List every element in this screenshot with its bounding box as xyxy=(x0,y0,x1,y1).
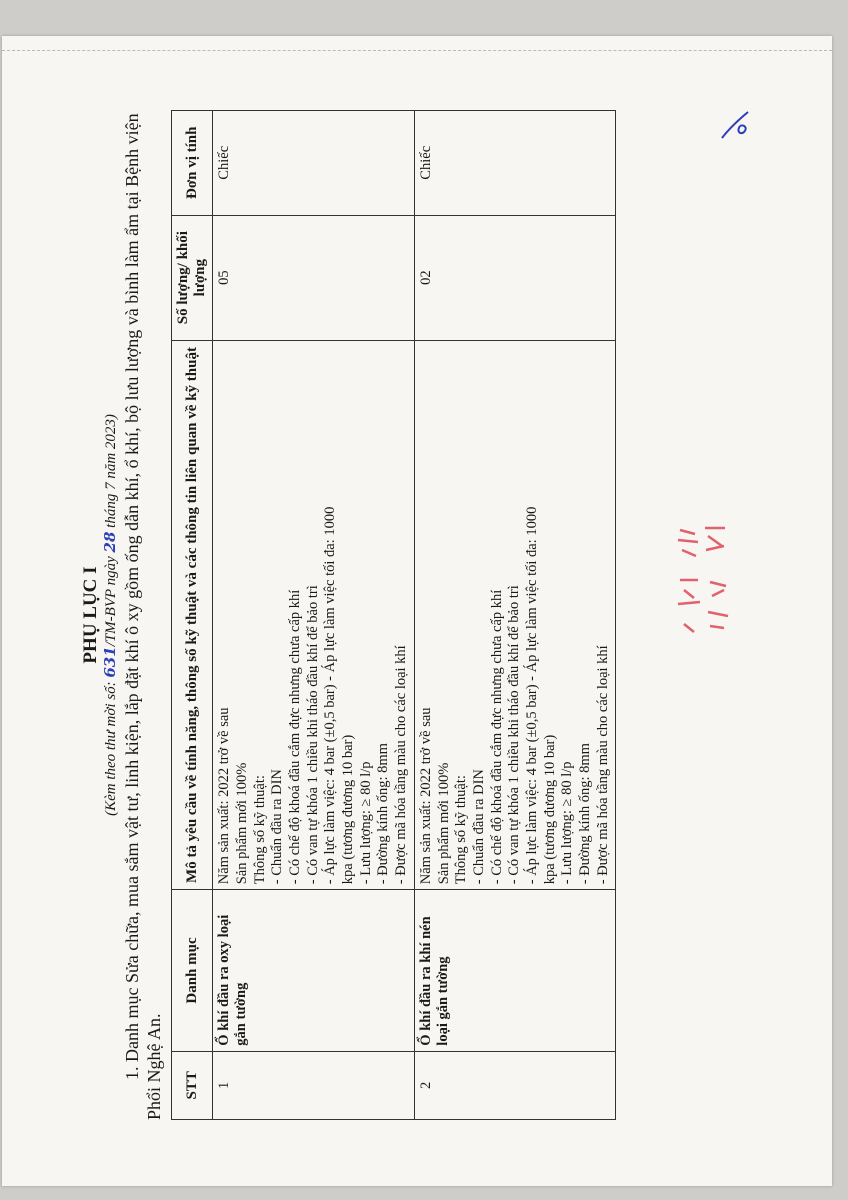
cell-desc xyxy=(213,340,415,890)
desc-line: - Có van tự khóa 1 chiều khi tháo đầu khí để bảo trì xyxy=(304,585,321,885)
letter-number: 631 xyxy=(100,646,119,678)
page-title: PHỤ LỤC I xyxy=(80,566,101,664)
desc-line: - Áp lực làm việc: 4 bar (±0,5 bar) - Áp lực làm việc tối đa: 1000 xyxy=(322,506,339,885)
table-row xyxy=(414,111,616,1120)
table-row xyxy=(213,111,415,1120)
intro-paragraph: 1. Danh mục Sửa chữa, mua sắm vật tư, linh kiện, lắp đặt khí ô xy gồm ống dẫn khí, ổ khí, bộ lưu lượng và bình làm ẩm tại Bệnh viện Phổi Nghệ An. xyxy=(122,113,164,1120)
header-desc: Mô tả yêu cầu về tính năng, thông số kỹ thuật và các thông tin liên quan về kỹ thuật xyxy=(172,340,213,890)
desc-line: - Đường kính ống: 8mm xyxy=(375,743,392,885)
document-header xyxy=(80,110,120,1120)
desc-line: - Có chế độ khoá đầu cắm đực nhưng chưa cấp khí xyxy=(287,589,304,885)
desc-line: - Lưu lượng: ≥ 80 l/p xyxy=(357,761,374,885)
items-table xyxy=(171,110,616,1120)
desc-line: - Chuẩn đầu ra DIN xyxy=(470,769,487,885)
subtitle-suffix: tháng 7 năm 2023) xyxy=(102,414,119,528)
desc-line: kpa (tương đương 10 bar) xyxy=(340,734,357,885)
cell-stt: 1 xyxy=(213,1051,415,1119)
desc-line: - Áp lực làm việc: 4 bar (±0,5 bar) - Áp lực làm việc tối đa: 1000 xyxy=(523,506,540,885)
cell-qty: 02 xyxy=(414,215,616,340)
header-stt: STT xyxy=(172,1051,213,1119)
desc-line: - Được mã hóa tầng màu cho các loại khí xyxy=(393,645,410,885)
desc-line: kpa (tương đương 10 bar) xyxy=(541,734,558,885)
cell-desc xyxy=(414,340,616,890)
desc-line: Thông số kỹ thuật: xyxy=(251,775,268,885)
letter-day: 28 xyxy=(100,531,119,553)
desc-line: Năm sản xuất: 2022 trở về sau xyxy=(417,707,434,885)
desc-line: Sản phẩm mới 100% xyxy=(233,762,250,885)
cell-unit: Chiếc xyxy=(213,111,415,216)
desc-line: - Lưu lượng: ≥ 80 l/p xyxy=(559,761,576,885)
desc-line: Năm sản xuất: 2022 trở về sau xyxy=(216,707,233,885)
header-qty: Số lượng/ khối lượng xyxy=(172,215,213,340)
desc-line: Thông số kỹ thuật: xyxy=(453,775,470,885)
cell-stt: 2 xyxy=(414,1051,616,1119)
page-subtitle xyxy=(102,110,120,1120)
header-name: Danh mục xyxy=(172,890,213,1051)
table-header-row xyxy=(172,111,213,1120)
desc-line: - Được mã hóa tầng màu cho các loại khí xyxy=(594,645,611,885)
desc-line: - Đường kính ống: 8mm xyxy=(577,743,594,885)
fold-line xyxy=(2,50,832,52)
rotated-content xyxy=(80,110,760,1120)
header-unit: Đơn vị tính xyxy=(172,111,213,216)
cell-qty: 05 xyxy=(213,215,415,340)
cell-unit: Chiếc xyxy=(414,111,616,216)
cell-name: Ổ khí đầu ra khí nén loại gắn tường xyxy=(414,890,616,1051)
cell-name: Ổ khí đầu ra oxy loại gắn tường xyxy=(213,890,415,1051)
desc-line: - Có chế độ khoá đầu cắm đực nhưng chưa cấp khí xyxy=(488,589,505,885)
desc-line: Sản phẩm mới 100% xyxy=(435,762,452,885)
desc-line: - Chuẩn đầu ra DIN xyxy=(269,769,286,885)
subtitle-middle: /TM-BVP ngày xyxy=(102,556,119,647)
desc-line: - Có van tự khóa 1 chiều khi tháo đầu khí để bảo trì xyxy=(506,585,523,885)
subtitle-prefix: (Kèm theo thư mời số: xyxy=(102,681,119,816)
